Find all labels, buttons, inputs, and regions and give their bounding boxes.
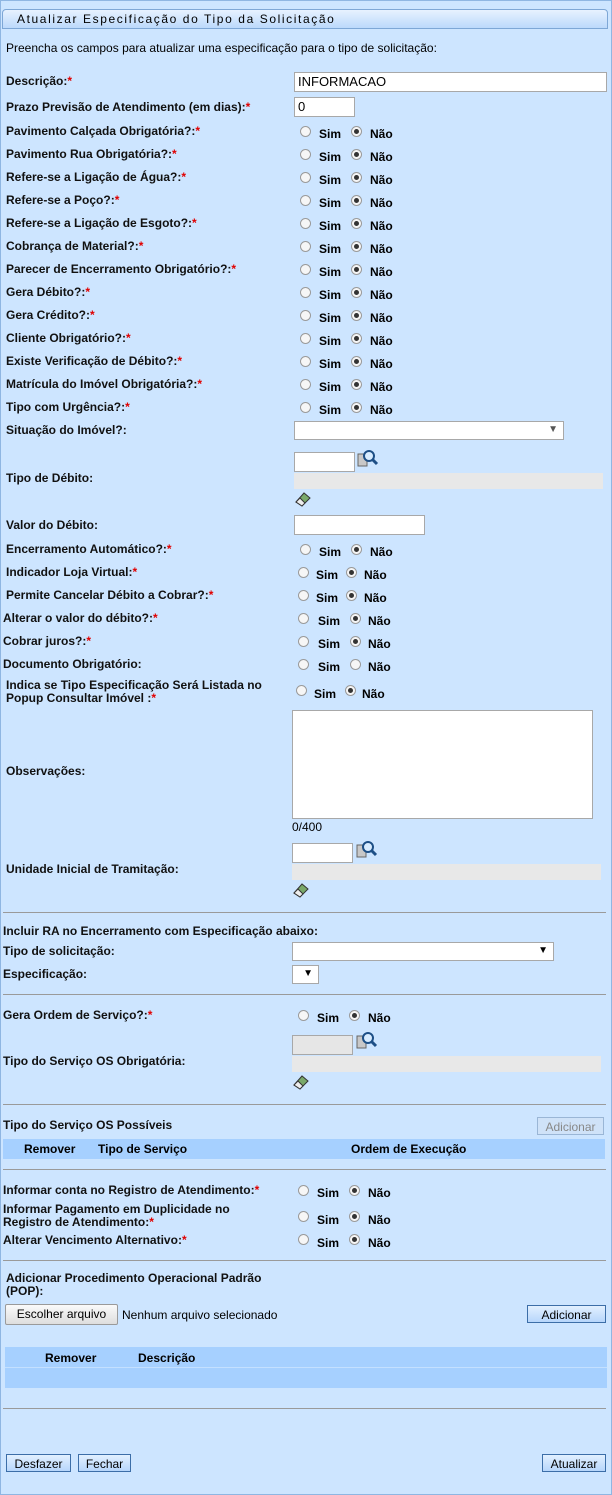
encerramento-auto-label: Encerramento Automático?:* bbox=[6, 542, 172, 556]
gera-debito-sim-radio[interactable] bbox=[300, 287, 311, 298]
search-icon[interactable] bbox=[357, 448, 379, 470]
lig-agua-sim-radio[interactable] bbox=[300, 172, 311, 183]
loja-virtual-sim-radio[interactable] bbox=[298, 567, 309, 578]
matricula-label: Matrícula do Imóvel Obrigatória?:* bbox=[6, 377, 203, 391]
search-icon[interactable] bbox=[356, 1030, 378, 1052]
documento-nao-label: Não bbox=[368, 660, 391, 674]
cobranca-nao-radio[interactable] bbox=[351, 241, 362, 252]
alterar-valor-sim-radio[interactable] bbox=[298, 613, 309, 624]
col-tipo-servico: Tipo de Serviço bbox=[98, 1142, 188, 1156]
gera-os-nao-label: Não bbox=[368, 1011, 391, 1025]
cobranca-label: Cobrança de Material?:* bbox=[6, 239, 144, 253]
popup-nao-radio[interactable] bbox=[345, 685, 356, 696]
vencimento-alt-sim-radio[interactable] bbox=[298, 1234, 309, 1245]
descricao-input[interactable]: INFORMACAO bbox=[294, 72, 607, 92]
pav-rua-nao-label: Não bbox=[370, 150, 393, 164]
lig-esgoto-sim-radio[interactable] bbox=[300, 218, 311, 229]
atualizar-button[interactable]: Atualizar bbox=[542, 1454, 606, 1472]
informar-conta-nao-radio[interactable] bbox=[349, 1185, 360, 1196]
urgencia-sim-label: Sim bbox=[319, 403, 342, 417]
adicionar-pop-button[interactable]: Adicionar bbox=[527, 1305, 606, 1323]
col-ordem-execucao: Ordem de Execução bbox=[351, 1142, 467, 1156]
col-remover: Remover bbox=[45, 1351, 97, 1365]
gera-credito-nao-label: Não bbox=[370, 311, 393, 325]
choose-file-button[interactable]: Escolher arquivo bbox=[5, 1304, 118, 1325]
encerramento-auto-nao-radio[interactable] bbox=[351, 544, 362, 555]
tipo-servico-obrig-input[interactable] bbox=[292, 1035, 353, 1055]
vencimento-alt-sim-label: Sim bbox=[317, 1236, 340, 1250]
situacao-imovel-select[interactable] bbox=[294, 421, 564, 440]
cliente-nao-radio[interactable] bbox=[351, 333, 362, 344]
pav-rua-sim-label: Sim bbox=[319, 150, 342, 164]
parecer-nao-radio[interactable] bbox=[351, 264, 362, 275]
popup-nao-label: Não bbox=[362, 687, 385, 701]
valor-debito-input[interactable] bbox=[294, 515, 425, 535]
gera-debito-nao-radio[interactable] bbox=[351, 287, 362, 298]
cliente-sim-label: Sim bbox=[319, 334, 342, 348]
vencimento-alt-nao-label: Não bbox=[368, 1236, 391, 1250]
parecer-nao-label: Não bbox=[370, 265, 393, 279]
fechar-button[interactable]: Fechar bbox=[78, 1454, 131, 1472]
verif-debito-label: Existe Verificação de Débito?:* bbox=[6, 354, 183, 368]
pagamento-dup-sim-radio[interactable] bbox=[298, 1211, 309, 1222]
no-file-text: Nenhum arquivo selecionado bbox=[122, 1308, 278, 1322]
urgencia-nao-radio[interactable] bbox=[351, 402, 362, 413]
pagamento-dup-label: Informar Pagamento em Duplicidade no Registro de Atendimento:* bbox=[3, 1203, 230, 1229]
matricula-nao-label: Não bbox=[370, 380, 393, 394]
popup-label: Indica se Tipo Especificação Será Listada no Popup Consultar Imóvel :* bbox=[6, 678, 262, 705]
col-remover: Remover bbox=[24, 1142, 76, 1156]
cancelar-debito-nao-radio[interactable] bbox=[346, 590, 357, 601]
documento-sim-radio[interactable] bbox=[298, 659, 309, 670]
tipo-solicitacao-label: Tipo de solicitação: bbox=[3, 944, 115, 958]
vencimento-alt-label: Alterar Vencimento Alternativo:* bbox=[3, 1233, 187, 1247]
lig-esgoto-nao-radio[interactable] bbox=[351, 218, 362, 229]
pagamento-dup-nao-radio[interactable] bbox=[349, 1211, 360, 1222]
informar-conta-sim-label: Sim bbox=[317, 1186, 340, 1200]
tipo-servico-possiveis-label: Tipo do Serviço OS Possíveis bbox=[3, 1118, 173, 1132]
pav-calcada-label: Pavimento Calçada Obrigatória?:* bbox=[6, 124, 201, 138]
alterar-valor-sim-label: Sim bbox=[318, 614, 341, 628]
tipo-debito-label: Tipo de Débito: bbox=[6, 471, 94, 485]
informar-conta-nao-label: Não bbox=[368, 1186, 391, 1200]
cobrar-juros-nao-radio[interactable] bbox=[350, 636, 361, 647]
gera-credito-sim-label: Sim bbox=[319, 311, 342, 325]
documento-nao-radio[interactable] bbox=[350, 659, 361, 670]
documento-sim-label: Sim bbox=[318, 660, 341, 674]
cobrar-juros-sim-label: Sim bbox=[318, 637, 341, 651]
cliente-label: Cliente Obrigatório?:* bbox=[6, 331, 131, 345]
parecer-sim-radio[interactable] bbox=[300, 264, 311, 275]
gera-debito-nao-label: Não bbox=[370, 288, 393, 302]
cobrar-juros-nao-label: Não bbox=[368, 637, 391, 651]
pav-rua-label: Pavimento Rua Obrigatória?:* bbox=[6, 147, 177, 161]
tipo-servico-obrig-label: Tipo do Serviço OS Obrigatória: bbox=[3, 1054, 186, 1068]
cobrar-juros-sim-radio[interactable] bbox=[298, 636, 309, 647]
divider bbox=[3, 994, 606, 995]
prazo-input[interactable]: 0 bbox=[294, 97, 355, 117]
verif-debito-sim-radio[interactable] bbox=[300, 356, 311, 367]
gera-os-label: Gera Ordem de Serviço?:* bbox=[3, 1008, 153, 1022]
cancelar-debito-sim-radio[interactable] bbox=[298, 590, 309, 601]
urgencia-sim-radio[interactable] bbox=[300, 402, 311, 413]
cobrar-juros-label: Cobrar juros?:* bbox=[3, 634, 92, 648]
valor-debito-label: Valor do Débito: bbox=[6, 518, 99, 532]
search-icon[interactable] bbox=[356, 839, 378, 861]
divider bbox=[3, 1169, 606, 1170]
gera-credito-sim-radio[interactable] bbox=[300, 310, 311, 321]
especificacao-select[interactable] bbox=[292, 965, 319, 984]
gera-credito-label: Gera Crédito?:* bbox=[6, 308, 95, 322]
gera-debito-sim-label: Sim bbox=[319, 288, 342, 302]
pav-calcada-sim-radio[interactable] bbox=[300, 126, 311, 137]
alterar-valor-nao-label: Não bbox=[368, 614, 391, 628]
chevron-down-icon: ▼ bbox=[548, 424, 558, 435]
informar-conta-sim-radio[interactable] bbox=[298, 1185, 309, 1196]
tipo-debito-description bbox=[294, 473, 603, 489]
loja-virtual-nao-label: Não bbox=[364, 568, 387, 582]
parecer-sim-label: Sim bbox=[319, 265, 342, 279]
divider bbox=[3, 1260, 606, 1261]
cobranca-nao-label: Não bbox=[370, 242, 393, 256]
alterar-valor-nao-radio[interactable] bbox=[350, 613, 361, 624]
especificacao-label: Especificação: bbox=[3, 967, 88, 981]
poco-sim-radio[interactable] bbox=[300, 195, 311, 206]
desfazer-button[interactable]: Desfazer bbox=[6, 1454, 71, 1472]
eraser-icon[interactable] bbox=[294, 491, 312, 507]
tipo-solicitacao-select[interactable] bbox=[292, 942, 554, 961]
unidade-inicial-description bbox=[292, 864, 601, 880]
pagamento-dup-nao-label: Não bbox=[368, 1213, 391, 1227]
lig-esgoto-label: Refere-se a Ligação de Esgoto?:* bbox=[6, 216, 197, 230]
encerramento-auto-sim-label: Sim bbox=[319, 545, 342, 559]
observacoes-textarea[interactable] bbox=[292, 710, 593, 819]
gera-os-sim-radio[interactable] bbox=[298, 1010, 309, 1021]
loja-virtual-sim-label: Sim bbox=[316, 568, 339, 582]
verif-debito-sim-label: Sim bbox=[319, 357, 342, 371]
poco-nao-label: Não bbox=[370, 196, 393, 210]
pav-calcada-sim-label: Sim bbox=[319, 127, 342, 141]
divider bbox=[3, 1104, 606, 1105]
chevron-down-icon: ▼ bbox=[303, 968, 313, 979]
gera-os-nao-radio[interactable] bbox=[349, 1010, 360, 1021]
pav-rua-sim-radio[interactable] bbox=[300, 149, 311, 160]
page-title: Atualizar Especificação do Tipo da Solicitação bbox=[2, 9, 608, 29]
matricula-nao-radio[interactable] bbox=[351, 379, 362, 390]
lig-agua-nao-label: Não bbox=[370, 173, 393, 187]
popup-sim-label: Sim bbox=[314, 687, 337, 701]
urgencia-nao-label: Não bbox=[370, 403, 393, 417]
lig-esgoto-sim-label: Sim bbox=[319, 219, 342, 233]
divider bbox=[3, 912, 606, 913]
servicos-table-header bbox=[3, 1139, 605, 1159]
lig-esgoto-nao-label: Não bbox=[370, 219, 393, 233]
verif-debito-nao-radio[interactable] bbox=[351, 356, 362, 367]
matricula-sim-label: Sim bbox=[319, 380, 342, 394]
cancelar-debito-label: Permite Cancelar Débito a Cobrar?:* bbox=[6, 588, 214, 602]
descricao-label: Descrição:* bbox=[6, 74, 73, 88]
loja-virtual-label: Indicador Loja Virtual:* bbox=[6, 565, 138, 579]
divider bbox=[3, 1408, 606, 1409]
cancelar-debito-sim-label: Sim bbox=[316, 591, 339, 605]
documento-label: Documento Obrigatório: bbox=[3, 657, 142, 671]
cliente-sim-radio[interactable] bbox=[300, 333, 311, 344]
loja-virtual-nao-radio[interactable] bbox=[346, 567, 357, 578]
lig-agua-nao-radio[interactable] bbox=[351, 172, 362, 183]
verif-debito-nao-label: Não bbox=[370, 357, 393, 371]
urgencia-label: Tipo com Urgência?:* bbox=[6, 400, 130, 414]
encerramento-auto-nao-label: Não bbox=[370, 545, 393, 559]
pop-label: Adicionar Procedimento Operacional Padrão (POP): bbox=[6, 1271, 262, 1298]
pagamento-dup-sim-label: Sim bbox=[317, 1213, 340, 1227]
unidade-inicial-input[interactable] bbox=[292, 843, 353, 863]
informar-conta-label: Informar conta no Registro de Atendimento:* bbox=[3, 1183, 260, 1197]
matricula-sim-radio[interactable] bbox=[300, 379, 311, 390]
situacao-imovel-label: Situação do Imóvel?: bbox=[6, 423, 127, 437]
col-descricao: Descrição bbox=[138, 1351, 196, 1365]
tipo-debito-input[interactable] bbox=[294, 452, 355, 472]
cobranca-sim-radio[interactable] bbox=[300, 241, 311, 252]
alterar-valor-label: Alterar o valor do débito?:* bbox=[3, 611, 158, 625]
eraser-icon[interactable] bbox=[292, 882, 310, 898]
gera-debito-label: Gera Débito?:* bbox=[6, 285, 91, 299]
cancelar-debito-nao-label: Não bbox=[364, 591, 387, 605]
cliente-nao-label: Não bbox=[370, 334, 393, 348]
lig-agua-label: Refere-se a Ligação de Água?:* bbox=[6, 170, 187, 184]
poco-sim-label: Sim bbox=[319, 196, 342, 210]
pop-table bbox=[5, 1347, 607, 1388]
encerramento-auto-sim-radio[interactable] bbox=[300, 544, 311, 555]
page-subtitle: Preencha os campos para atualizar uma especificação para o tipo de solicitação: bbox=[6, 41, 437, 55]
lig-agua-sim-label: Sim bbox=[319, 173, 342, 187]
incluir-ra-heading: Incluir RA no Encerramento com Especificação abaixo: bbox=[3, 924, 318, 938]
prazo-label: Prazo Previsão de Atendimento (em dias):* bbox=[6, 100, 251, 114]
pav-calcada-nao-radio[interactable] bbox=[351, 126, 362, 137]
observacoes-label: Observações: bbox=[6, 764, 86, 778]
pav-rua-nao-radio[interactable] bbox=[351, 149, 362, 160]
popup-sim-radio[interactable] bbox=[296, 685, 307, 696]
observacoes-counter: 0/400 bbox=[292, 820, 323, 834]
vencimento-alt-nao-radio[interactable] bbox=[349, 1234, 360, 1245]
gera-credito-nao-radio[interactable] bbox=[351, 310, 362, 321]
cobranca-sim-label: Sim bbox=[319, 242, 342, 256]
unidade-inicial-label: Unidade Inicial de Tramitação: bbox=[6, 862, 179, 876]
poco-nao-radio[interactable] bbox=[351, 195, 362, 206]
poco-label: Refere-se a Poço?:* bbox=[6, 193, 120, 207]
adicionar-servico-button[interactable]: Adicionar bbox=[537, 1117, 604, 1135]
parecer-label: Parecer de Encerramento Obrigatório?:* bbox=[6, 262, 237, 276]
eraser-icon[interactable] bbox=[292, 1074, 310, 1090]
chevron-down-icon: ▼ bbox=[538, 945, 548, 956]
tipo-servico-obrig-description bbox=[292, 1056, 601, 1072]
pav-calcada-nao-label: Não bbox=[370, 127, 393, 141]
table-row-divider bbox=[5, 1367, 607, 1368]
gera-os-sim-label: Sim bbox=[317, 1011, 340, 1025]
